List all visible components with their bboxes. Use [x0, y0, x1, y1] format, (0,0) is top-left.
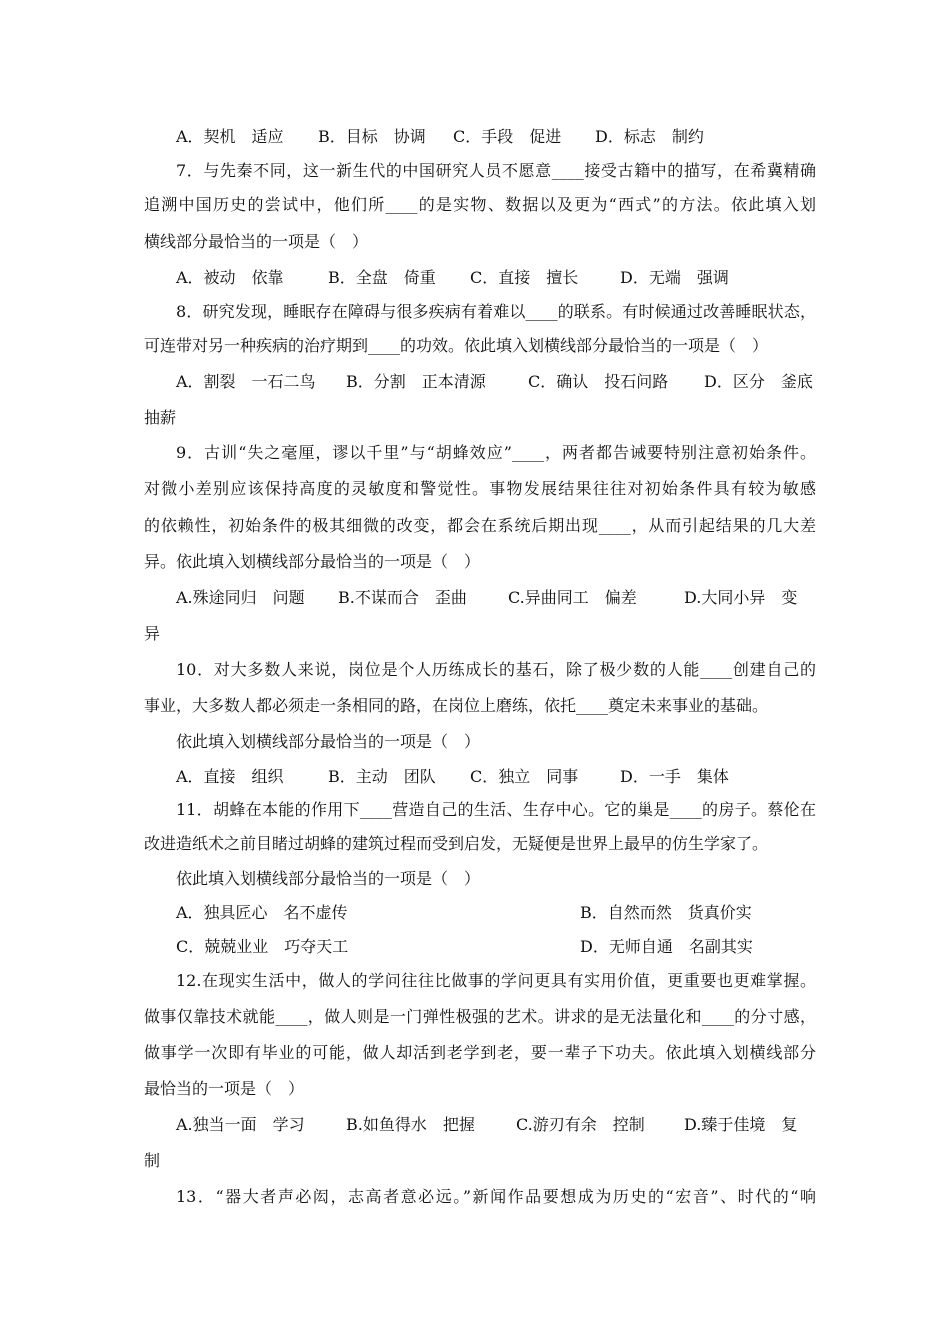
q11-options-row-2: [176, 932, 816, 962]
q7-stem-line-3: 横线部分最恰当的一项是（ ）: [144, 232, 369, 251]
q10-options: [176, 762, 816, 792]
q12-option-b: B.如鱼得水 把握: [346, 1115, 475, 1134]
q12-option-d-continued: 制: [144, 1151, 161, 1170]
q8-option-a: A．割裂 一石二鸟: [176, 372, 316, 391]
q12-option-a: A.独当一面 学习: [176, 1115, 305, 1134]
q12-stem-line-1: 12.在现实生活中，做人的学问往往比做事的学问更具有实用价值，更重要也更难掌握。: [176, 971, 816, 990]
q8-options: [176, 367, 816, 397]
q11-option-c: C．兢兢业业 巧夺天工: [176, 937, 349, 956]
q10-stem-line-1: 10．对大多数人来说，岗位是个人历练成长的基石，除了极少数的人能____创建自己的: [176, 660, 816, 679]
q7-option-d: D．无端 强调: [620, 268, 729, 287]
q10-option-b: B．主动 团队: [328, 767, 436, 786]
q8-option-c: C．确认 投石问路: [528, 372, 669, 391]
q6-options: [176, 122, 816, 152]
q7-option-b: B．全盘 倚重: [328, 268, 436, 287]
q9-option-d: D.大同小异 变: [684, 588, 798, 607]
q10-option-a: A．直接 组织: [176, 767, 284, 786]
q11-options-row-1: [176, 898, 816, 928]
q10-option-c: C．独立 同事: [470, 767, 579, 786]
q11-stem-line-3: 依此填入划横线部分最恰当的一项是（ ）: [176, 869, 481, 888]
q12-stem-line-2: 做事仅靠技术就能____，做人则是一门弹性极强的艺术。讲求的是无法量化和____的分寸感，: [144, 1007, 816, 1026]
q8-stem-line-2: 可连带对另一种疾病的治疗期到____的功效。依此填入划横线部分最恰当的一项是（ ）: [144, 336, 769, 355]
q11-option-b: B．自然而然 货真价实: [580, 903, 752, 922]
q8-option-b: B．分割 正本清源: [346, 372, 486, 391]
q7-stem-line-2: 追溯中国历史的尝试中，他们所____的是实物、数据以及更为“西式”的方法。依此填入划: [144, 195, 816, 214]
q12-option-c: C.游刃有余 控制: [516, 1115, 645, 1134]
q9-option-d-continued: 异: [144, 624, 161, 643]
q11-stem-line-1: 11．胡蜂在本能的作用下____营造自己的生活、生存中心。它的巢是____的房子。蔡伦在: [176, 800, 816, 819]
q7-option-c: C．直接 擅长: [470, 268, 579, 287]
q9-stem-line-4: 异。依此填入划横线部分最恰当的一项是（ ）: [144, 552, 481, 571]
q10-option-d: D．一手 集体: [620, 767, 729, 786]
q6-option-a: A．契机 适应: [176, 127, 284, 146]
q13-stem-line-1: 13．“器大者声必闳，志高者意必远。”新闻作品要想成为历史的“宏音”、时代的“响: [176, 1187, 816, 1206]
q6-option-b: B．目标 协调: [318, 127, 426, 146]
q9-option-a: A.殊途同归 问题: [176, 588, 305, 607]
q9-stem-line-2: 对微小差别应该保持高度的灵敏度和警觉性。事物发展结果往往对初始条件具有较为敏感: [144, 479, 816, 498]
q8-stem-line-1: 8．研究发现，睡眠存在障碍与很多疾病有着难以____的联系。有时候通过改善睡眠状态，: [176, 302, 816, 321]
q11-stem-line-2: 改进造纸术之前目睹过胡蜂的建筑过程而受到启发，无疑便是世界上最早的仿生学家了。: [144, 834, 769, 853]
q7-option-a: A．被动 依靠: [176, 268, 284, 287]
q12-option-d: D.臻于佳境 复: [684, 1115, 798, 1134]
q9-stem-line-1: 9．古训“失之毫厘，谬以千里”与“胡蜂效应”____，两者都告诫要特别注意初始条件。: [176, 443, 816, 462]
q12-stem-line-3: 做事学一次即有毕业的可能，做人却活到老学到老，要一辈子下功夫。依此填入划横线部分: [144, 1043, 816, 1062]
q9-option-b: B.不谋而合 歪曲: [338, 588, 467, 607]
q10-stem-line-2: 事业，大多数人都必须走一条相同的路，在岗位上磨练，依托____奠定未来事业的基础。: [144, 696, 769, 715]
q9-option-c: C.异曲同工 偏差: [508, 588, 637, 607]
q9-stem-line-3: 的依赖性，初始条件的极其细微的改变，都会在系统后期出现____，从而引起结果的几大差: [144, 516, 816, 535]
q8-option-d-continued: 抽薪: [144, 408, 177, 427]
q12-stem-line-4: 最恰当的一项是（ ）: [144, 1079, 305, 1098]
q7-stem-line-1: 7．与先秦不同，这一新生代的中国研究人员不愿意____接受古籍中的描写，在希冀精确: [176, 161, 816, 180]
q10-stem-line-3: 依此填入划横线部分最恰当的一项是（ ）: [176, 732, 481, 751]
q9-options: [176, 583, 816, 613]
q12-options: [176, 1110, 816, 1140]
q6-option-c: C．手段 促进: [453, 127, 562, 146]
q11-option-a: A．独具匠心 名不虚传: [176, 903, 348, 922]
q8-option-d: D．区分 釜底: [704, 372, 813, 391]
q11-option-d: D．无师自通 名副其实: [580, 937, 753, 956]
q7-options: [176, 263, 816, 293]
q6-option-d: D．标志 制约: [595, 127, 704, 146]
